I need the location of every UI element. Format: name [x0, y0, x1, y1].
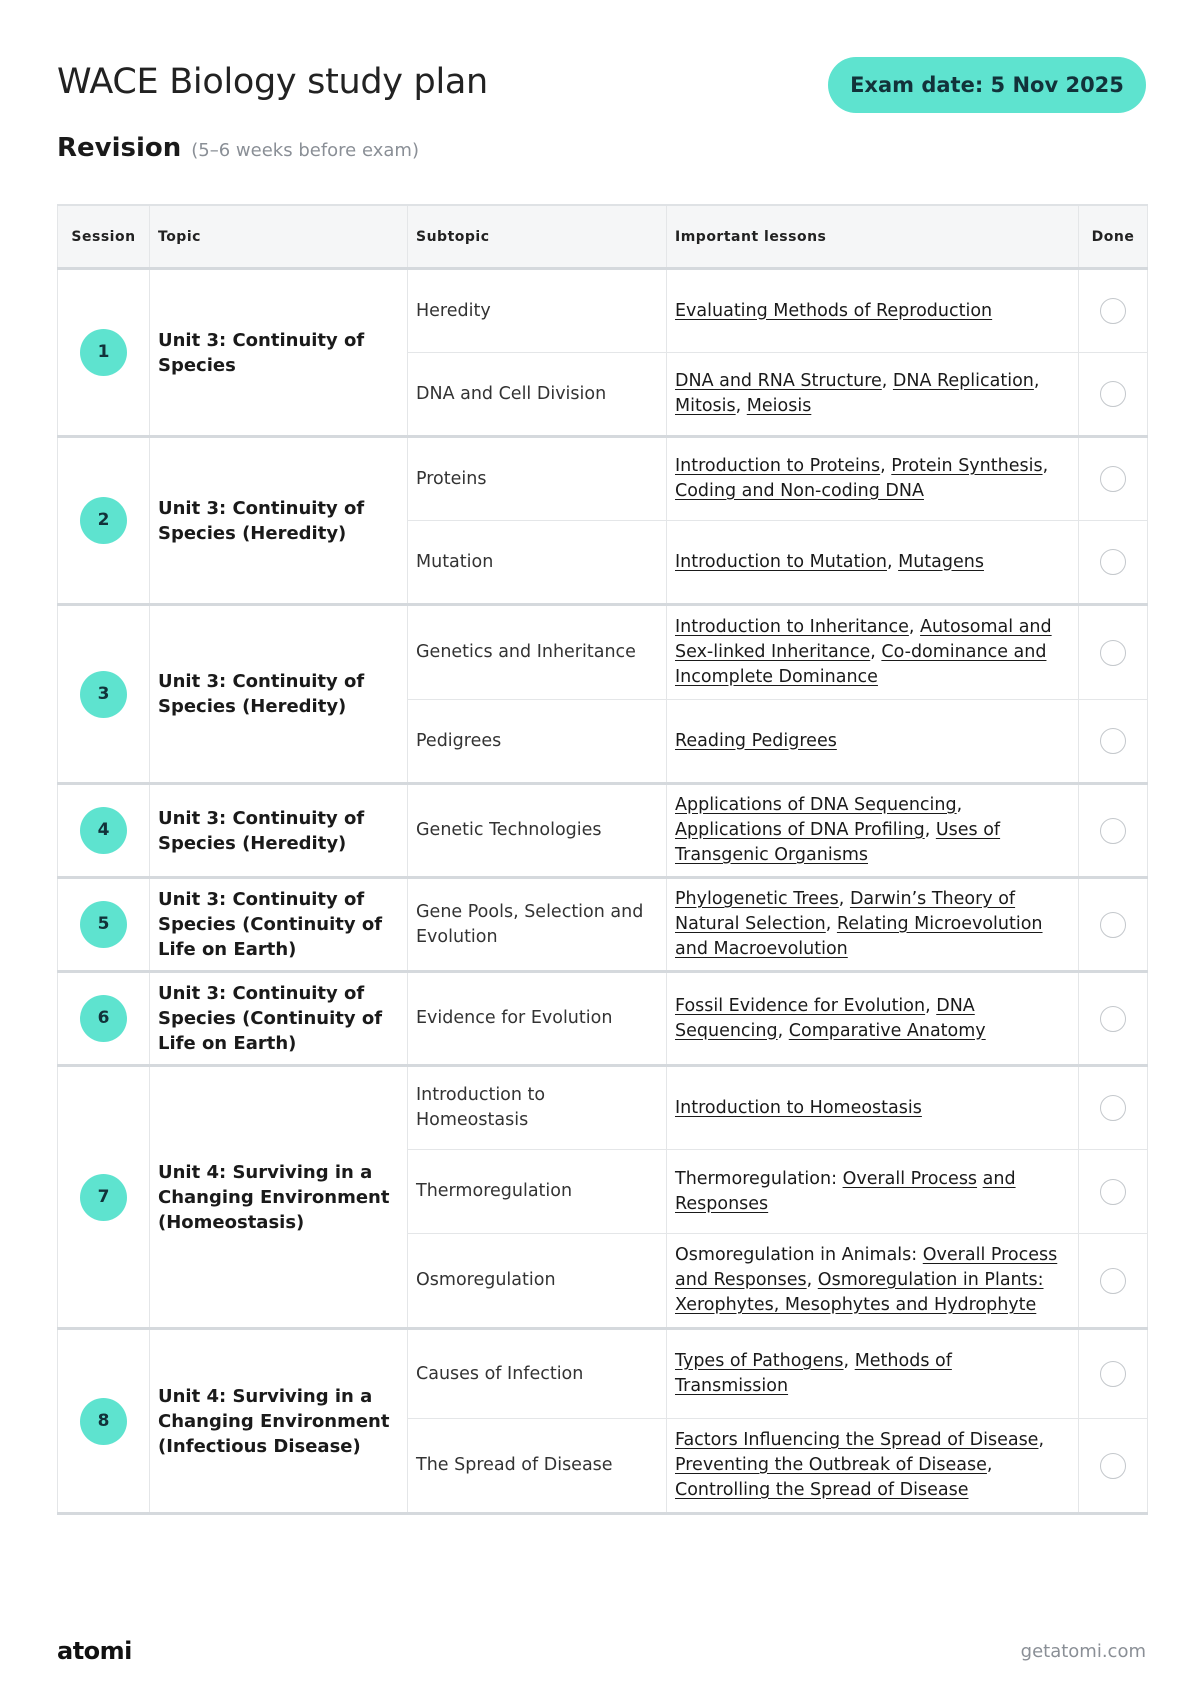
done-checkbox[interactable]: [1100, 298, 1126, 324]
lesson-link[interactable]: Overall Process: [842, 1168, 978, 1189]
done-checkbox[interactable]: [1100, 381, 1126, 407]
section-title: Revision: [57, 133, 182, 163]
page-title: WACE Biology study plan: [57, 62, 488, 102]
topic-cell: Unit 3: Continuity of Species: [150, 269, 408, 437]
subtopic-cell: Heredity: [408, 269, 667, 353]
done-cell: [1079, 1234, 1148, 1329]
lesson-link[interactable]: Relating Microevolution and Macroevolution: [675, 914, 1043, 959]
done-cell: [1079, 1329, 1148, 1419]
topic-cell: Unit 3: Continuity of Species (Heredity): [150, 784, 408, 878]
table-row: [58, 972, 1148, 1066]
lessons-cell: Introduction to Mutation, Mutagens: [667, 521, 1079, 605]
subtopic-cell: Gene Pools, Selection and Evolution: [408, 878, 667, 972]
session-number-badge: 3: [80, 671, 127, 718]
subtopic-cell: Mutation: [408, 521, 667, 605]
table-row: [58, 437, 1148, 521]
done-checkbox[interactable]: [1100, 549, 1126, 575]
lesson-link[interactable]: Introduction to Proteins: [675, 456, 881, 476]
column-header-lessons: Important lessons: [667, 205, 1079, 269]
lesson-link[interactable]: Applications of DNA Profiling: [675, 820, 925, 840]
lesson-link[interactable]: Methods of Transmission: [675, 1351, 952, 1396]
done-cell: [1079, 878, 1148, 972]
session-group: [58, 269, 1148, 437]
lesson-link[interactable]: Comparative Anatomy: [788, 1020, 986, 1041]
subtopic-cell: Proteins: [408, 437, 667, 521]
lessons-cell: Types of Pathogens, Methods of Transmission: [667, 1329, 1079, 1419]
subtopic-cell: Pedigrees: [408, 700, 667, 784]
done-cell: [1079, 269, 1148, 353]
done-cell: [1079, 605, 1148, 700]
done-checkbox[interactable]: [1100, 466, 1126, 492]
lesson-link[interactable]: Meiosis: [746, 396, 812, 416]
session-number-badge: 4: [80, 807, 127, 854]
subtopic-cell: Osmoregulation: [408, 1234, 667, 1329]
lesson-link[interactable]: Controlling the Spread of Disease: [675, 1480, 969, 1500]
session-cell: [58, 972, 150, 1066]
lesson-prefix: Osmoregulation in Animals:: [675, 1245, 918, 1265]
session-number-badge: 5: [80, 901, 127, 948]
session-cell: [58, 784, 150, 878]
lesson-link[interactable]: Factors Influencing the Spread of Disease: [675, 1430, 1039, 1450]
done-cell: [1079, 521, 1148, 605]
footer-url[interactable]: getatomi.com: [1020, 1641, 1146, 1662]
lessons-cell: Factors Influencing the Spread of Disease, Preventing the Outbreak of Disease, Controlling the Spread of Disease: [667, 1419, 1079, 1514]
section-header: [57, 133, 419, 163]
lesson-link[interactable]: Preventing the Outbreak of Disease: [675, 1455, 987, 1475]
lesson-link[interactable]: DNA Replication: [892, 371, 1034, 391]
done-checkbox[interactable]: [1100, 1006, 1126, 1032]
lesson-link[interactable]: Mutagens: [898, 551, 984, 572]
lessons-cell: Introduction to Inheritance, Autosomal and Sex-linked Inheritance, Co-dominance and Incomplete Dominance: [667, 605, 1079, 700]
subtopic-cell: Genetic Technologies: [408, 784, 667, 878]
lessons-cell: Fossil Evidence for Evolution, DNA Sequencing, Comparative Anatomy: [667, 972, 1079, 1066]
done-checkbox[interactable]: [1100, 1453, 1126, 1479]
session-number-badge: 2: [80, 497, 127, 544]
done-checkbox[interactable]: [1100, 1095, 1126, 1121]
session-cell: [58, 269, 150, 437]
lessons-cell: [667, 1150, 1079, 1234]
done-checkbox[interactable]: [1100, 728, 1126, 754]
lesson-link[interactable]: Phylogenetic Trees: [675, 889, 839, 909]
session-number-badge: 1: [80, 329, 127, 376]
done-cell: [1079, 1150, 1148, 1234]
column-header-subtopic: Subtopic: [408, 205, 667, 269]
topic-cell: Unit 3: Continuity of Species (Heredity): [150, 437, 408, 605]
done-cell: [1079, 1419, 1148, 1514]
lesson-link[interactable]: Protein Synthesis: [891, 456, 1043, 476]
session-group: [58, 1066, 1148, 1329]
lesson-link[interactable]: Osmoregulation in Plants: Xerophytes, Mesophytes and Hydrophyte: [675, 1270, 1044, 1315]
done-checkbox[interactable]: [1100, 640, 1126, 666]
subtopic-cell: Thermoregulation: [408, 1150, 667, 1234]
session-number-badge: 8: [80, 1398, 127, 1445]
lesson-link[interactable]: Darwin’s Theory of Natural Selection: [675, 889, 1016, 934]
session-group: [58, 878, 1148, 972]
session-number-badge: 6: [80, 995, 127, 1042]
lesson-link[interactable]: Fossil Evidence for Evolution: [675, 995, 926, 1016]
table-row: [58, 784, 1148, 878]
lesson-link[interactable]: Introduction to Mutation: [675, 551, 887, 572]
lesson-link[interactable]: and Responses: [675, 1270, 807, 1290]
lesson-link[interactable]: Coding and Non-coding DNA: [675, 481, 924, 501]
lesson-link[interactable]: Introduction to Inheritance: [675, 617, 909, 637]
lessons-cell: Osmoregulation in Animals: Overall Process and Responses, Osmoregulation in Plants: Xerophytes, Mesophytes and Hydrophyte: [667, 1234, 1079, 1329]
table-row: [58, 269, 1148, 353]
section-subtitle: (5–6 weeks before exam): [191, 140, 419, 161]
session-group: [58, 972, 1148, 1066]
table-row: [58, 1066, 1148, 1150]
lessons-cell: Applications of DNA Sequencing, Applications of DNA Profiling, Uses of Transgenic Organisms: [667, 784, 1079, 878]
session-number-badge: 7: [80, 1174, 127, 1221]
column-header-session: Session: [58, 205, 150, 269]
done-checkbox[interactable]: [1100, 818, 1126, 844]
done-checkbox[interactable]: [1100, 1179, 1126, 1205]
session-group: [58, 1329, 1148, 1514]
lesson-link[interactable]: Autosomal and Sex-linked Inheritance: [675, 617, 1052, 662]
session-cell: [58, 1329, 150, 1514]
subtopic-cell: Causes of Infection: [408, 1329, 667, 1419]
lessons-cell: Phylogenetic Trees, Darwin’s Theory of Natural Selection, Relating Microevolution and Macroevolution: [667, 878, 1079, 972]
lesson-link[interactable]: Applications of DNA Sequencing: [675, 795, 957, 815]
done-checkbox[interactable]: [1100, 1361, 1126, 1387]
exam-date-badge: Exam date: 5 Nov 2025: [828, 57, 1146, 113]
lesson-prefix: Thermoregulation:: [675, 1168, 837, 1189]
topic-cell: Unit 3: Continuity of Species (Continuity of Life on Earth): [150, 878, 408, 972]
lessons-cell: DNA and RNA Structure, DNA Replication, Mitosis, Meiosis: [667, 353, 1079, 437]
study-plan-table: [57, 204, 1148, 1515]
lesson-link[interactable]: Uses of Transgenic Organisms: [675, 820, 1001, 865]
table-row: [58, 1329, 1148, 1419]
subtopic-cell: Evidence for Evolution: [408, 972, 667, 1066]
done-cell: [1079, 437, 1148, 521]
lesson-link[interactable]: Co-dominance and Incomplete Dominance: [675, 642, 1047, 687]
done-cell: [1079, 1066, 1148, 1150]
topic-cell: Unit 3: Continuity of Species (Heredity): [150, 605, 408, 784]
lesson-link[interactable]: Reading Pedigrees: [675, 730, 837, 751]
table-row: [58, 878, 1148, 972]
session-cell: [58, 1066, 150, 1329]
lessons-cell: [667, 700, 1079, 784]
lesson-link[interactable]: and Responses: [675, 1168, 1016, 1214]
session-group: [58, 437, 1148, 605]
session-cell: [58, 605, 150, 784]
lesson-link[interactable]: DNA and RNA Structure: [675, 371, 882, 391]
lesson-link[interactable]: Evaluating Methods of Reproduction: [675, 300, 993, 321]
subtopic-cell: Genetics and Inheritance: [408, 605, 667, 700]
topic-cell: Unit 4: Surviving in a Changing Environment (Homeostasis): [150, 1066, 408, 1329]
subtopic-cell: The Spread of Disease: [408, 1419, 667, 1514]
session-group: [58, 605, 1148, 784]
subtopic-cell: DNA and Cell Division: [408, 353, 667, 437]
done-checkbox[interactable]: [1100, 912, 1126, 938]
lesson-link[interactable]: Introduction to Homeostasis: [675, 1097, 922, 1118]
lessons-cell: Introduction to Proteins, Protein Synthesis, Coding and Non-coding DNA: [667, 437, 1079, 521]
column-header-done: Done: [1079, 205, 1148, 269]
done-cell: [1079, 700, 1148, 784]
topic-cell: Unit 4: Surviving in a Changing Environment (Infectious Disease): [150, 1329, 408, 1514]
lessons-cell: [667, 1066, 1079, 1150]
topic-cell: Unit 3: Continuity of Species (Continuity of Life on Earth): [150, 972, 408, 1066]
table-row: [58, 605, 1148, 700]
done-cell: [1079, 972, 1148, 1066]
lesson-link[interactable]: Types of Pathogens: [675, 1351, 844, 1371]
done-cell: [1079, 784, 1148, 878]
lessons-cell: [667, 269, 1079, 353]
session-cell: [58, 437, 150, 605]
session-cell: [58, 878, 150, 972]
table-header-row: [58, 205, 1148, 269]
lesson-link[interactable]: DNA Sequencing: [675, 995, 975, 1041]
atomi-logo: atomi: [57, 1637, 132, 1665]
session-group: [58, 784, 1148, 878]
lesson-link[interactable]: Mitosis: [675, 396, 736, 416]
lesson-link[interactable]: Overall Process: [922, 1245, 1058, 1265]
subtopic-cell: Introduction to Homeostasis: [408, 1066, 667, 1150]
done-checkbox[interactable]: [1100, 1268, 1126, 1294]
column-header-topic: Topic: [150, 205, 408, 269]
done-cell: [1079, 353, 1148, 437]
